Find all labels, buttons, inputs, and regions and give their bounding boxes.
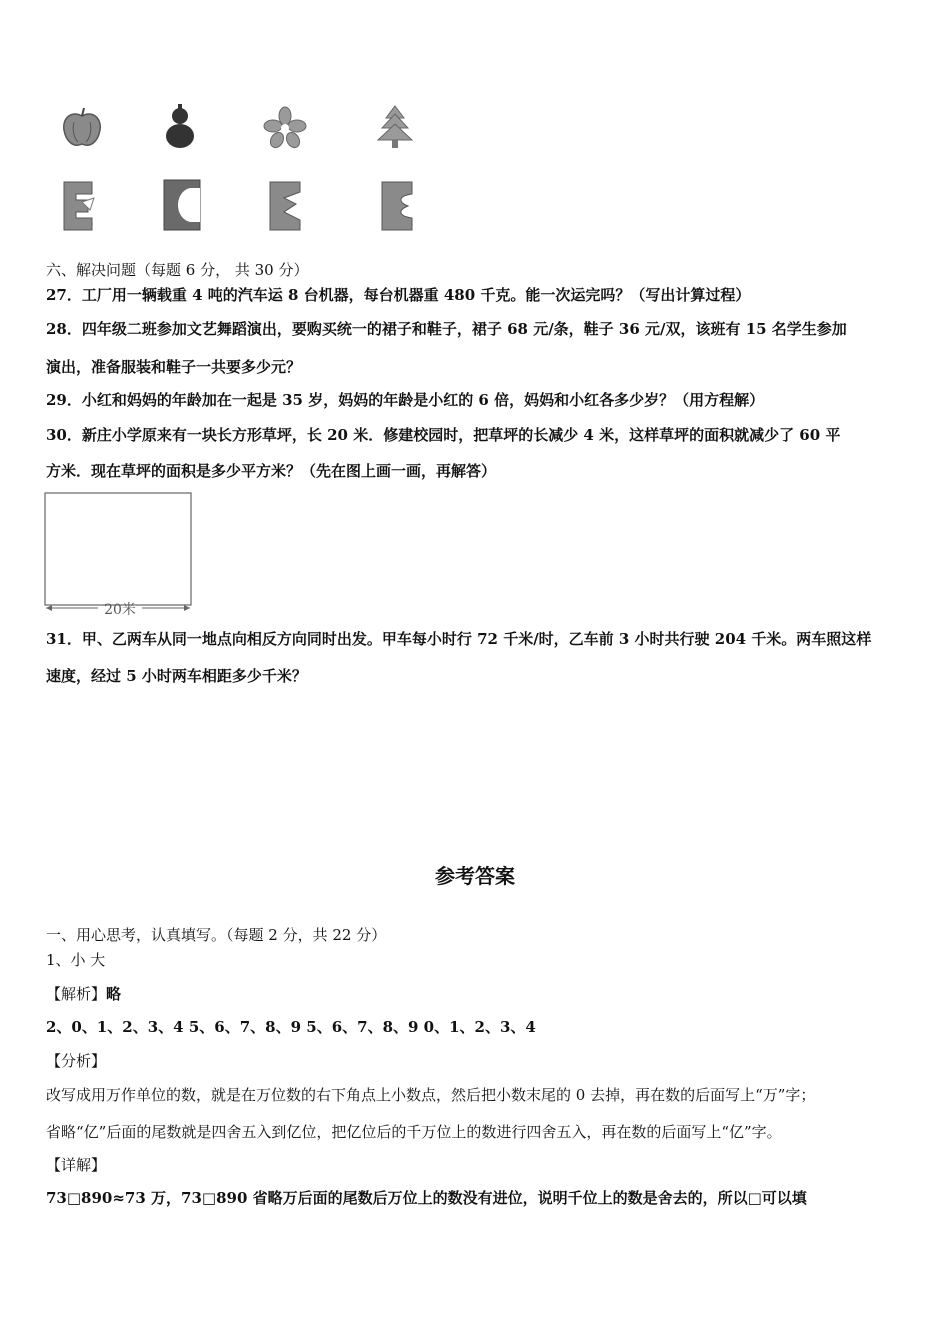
- answer-key-title: 参考答案: [435, 864, 515, 888]
- answer-2-analysis-label: 【分析】: [46, 1052, 107, 1070]
- answer-2-analysis-line2: 省略“亿”后面的尾数就是四舍五入到亿位，把亿位后的千万位上的数进行四舍五入，再在数的后面写上“亿”字。: [46, 1123, 782, 1141]
- cutout-e-curve-icon: [378, 180, 418, 232]
- cutout-e-icon: [60, 180, 100, 232]
- question-30-line1: 30．新庄小学原来有一块长方形草坪，长 20 米．修建校园时，把草坪的长减少 4 米，这样草坪的面积就减少了 60 平: [46, 426, 841, 444]
- flower-icon: [262, 106, 308, 150]
- lawn-rectangle-figure: [44, 492, 196, 616]
- answer-1: 1、小 大: [46, 951, 106, 969]
- question-31-line1: 31．甲、乙两车从同一地点向相反方向同时出发。甲车每小时行 72 千米/时，乙车前 3 小时共行驶 204 千米。两车照这样: [46, 630, 872, 648]
- question-29: 29．小红和妈妈的年龄加在一起是 35 岁，妈妈的年龄是小红的 6 倍，妈妈和小红各多少岁？（用方程解）: [46, 391, 765, 409]
- gourd-icon: [160, 102, 200, 152]
- analysis-text: 略: [106, 985, 122, 1003]
- section-heading: 六、解决问题（每题 6 分， 共 30 分）: [46, 261, 309, 279]
- question-28-line1: 28．四年级二班参加文艺舞蹈演出，要购买统一的裙子和鞋子，裙子 68 元/条，鞋子 36 元/双，该班有 15 名学生参加: [46, 320, 847, 338]
- tree-icon: [374, 104, 416, 152]
- answer-2-detail-line1: 73□890≈73 万，73□890 省略万后面的尾数后万位上的数没有进位，说明千位上的数是舍去的，所以□可以填: [46, 1189, 807, 1207]
- question-28-line2: 演出，准备服装和鞋子一共要多少元？: [46, 358, 302, 376]
- answer-section-heading: 一、用心思考，认真填写。（每题 2 分，共 22 分）: [46, 926, 387, 944]
- question-30-line2: 方米．现在草坪的面积是多少平方米？（先在图上画一画，再解答）: [46, 462, 497, 480]
- answer-2: 2、0、1、2、3、4 5、6、7、8、9 5、6、7、8、9 0、1、2、3、4: [46, 1018, 536, 1036]
- figure-length-label: 20米: [104, 602, 136, 616]
- question-31-line2: 速度，经过 5 小时两车相距多少千米？: [46, 667, 307, 685]
- cutout-e-zigzag-icon: [266, 180, 306, 232]
- answer-1-analysis: [46, 984, 910, 1004]
- answer-2-detail-label: 【详解】: [46, 1156, 107, 1174]
- cutout-c-icon: [160, 178, 204, 232]
- apple-icon: [58, 104, 106, 152]
- question-27: 27．工厂用一辆载重 4 吨的汽车运 8 台机器，每台机器重 480 千克。能一次运完吗？（写出计算过程）: [46, 286, 751, 304]
- analysis-label: 【解析】: [46, 985, 107, 1003]
- answer-2-analysis-line1: 改写成用万作单位的数，就是在万位数的右下角点上小数点，然后把小数末尾的 0 去掉，再在数的后面写上“万”字；: [46, 1086, 816, 1104]
